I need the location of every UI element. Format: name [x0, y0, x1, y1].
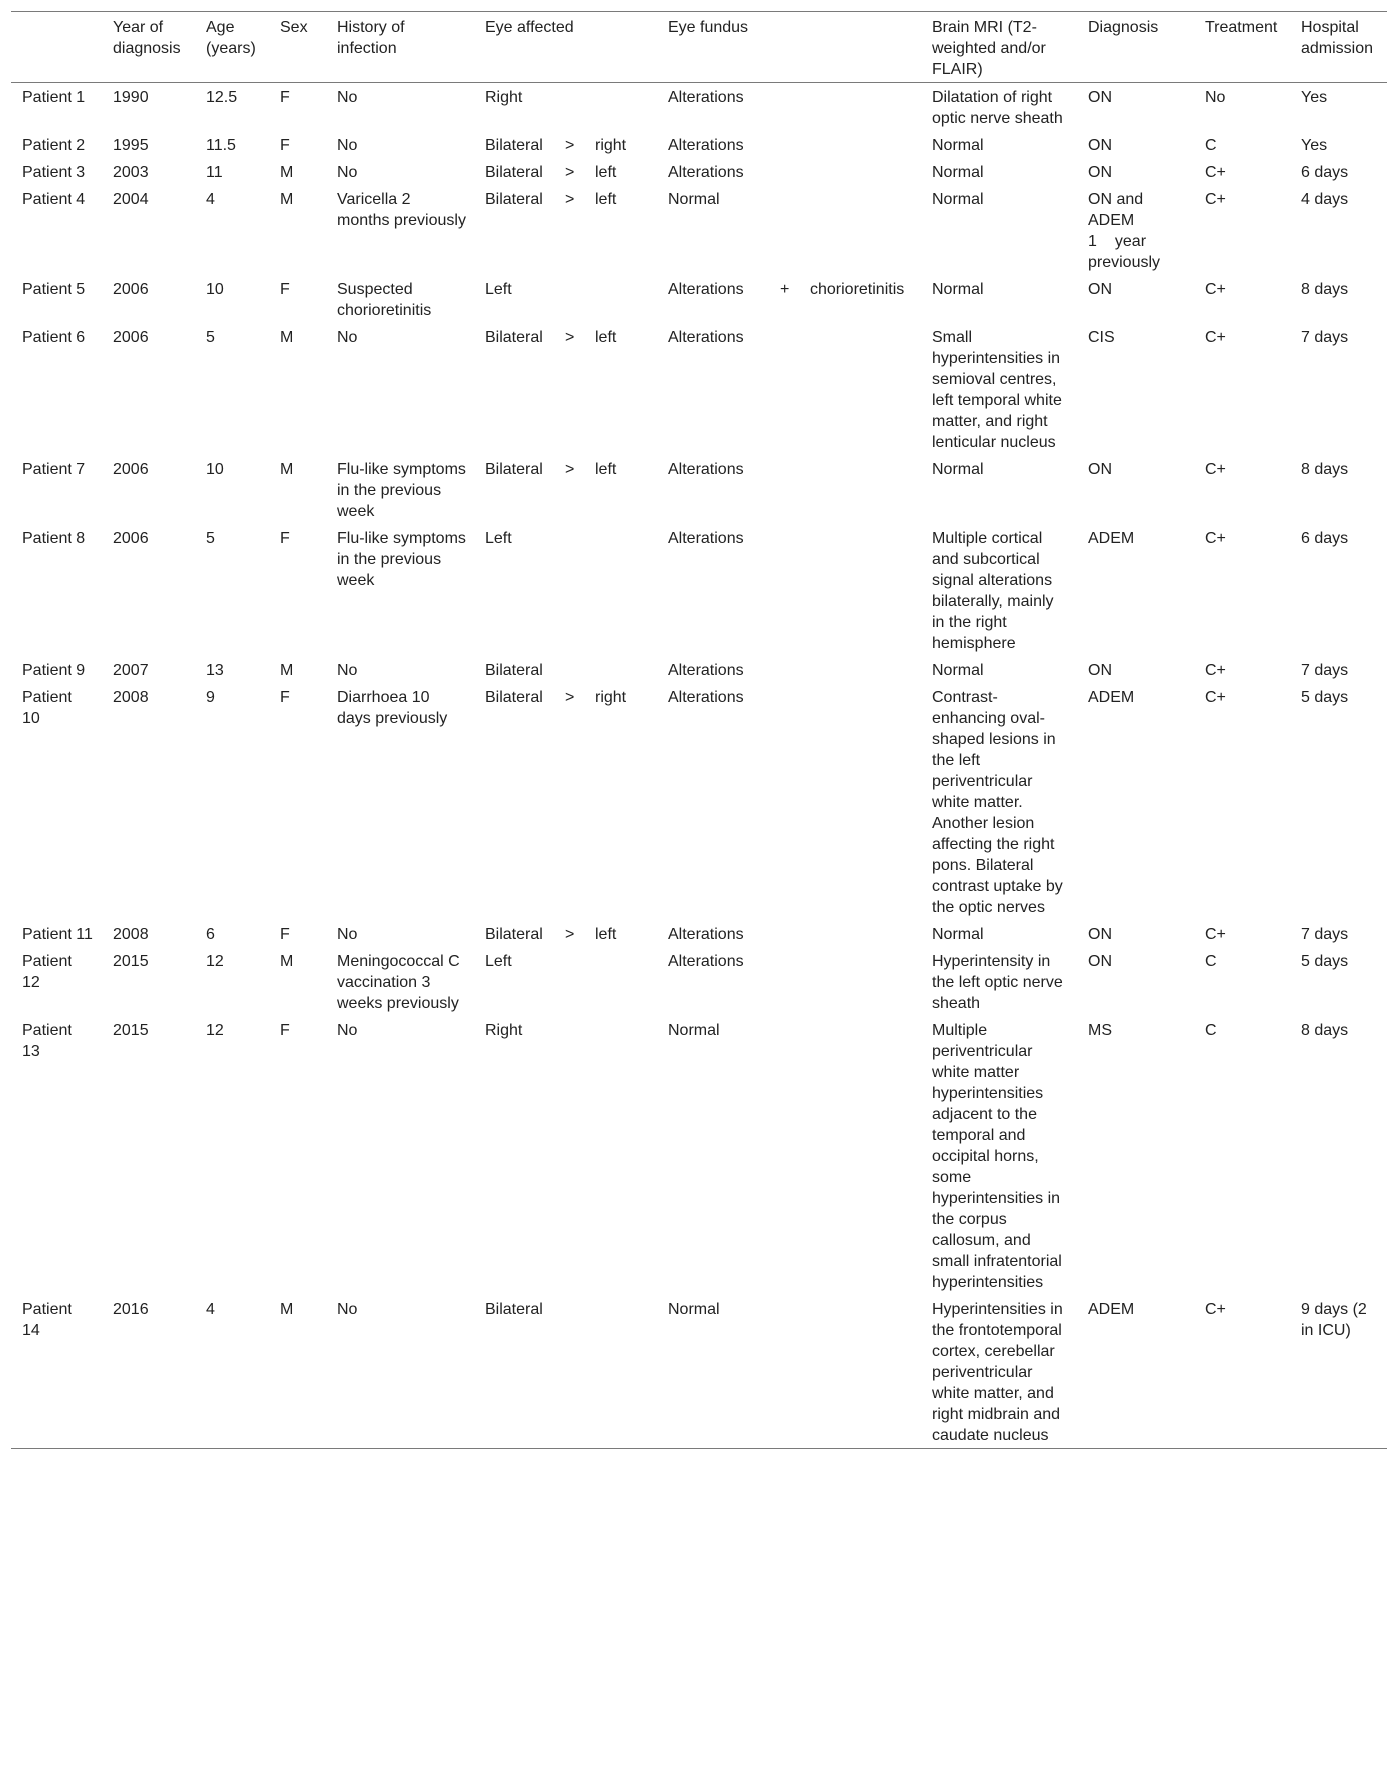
eye-fundus-cell — [657, 1016, 921, 1295]
sex-cell: F — [280, 89, 290, 106]
table-row — [11, 158, 1387, 185]
patient-cell: Patient 12 — [22, 953, 72, 991]
patient-table — [11, 11, 1387, 1449]
history-cell: No — [337, 329, 358, 346]
age-cell: 10 — [206, 281, 224, 298]
treatment-cell: C — [1205, 953, 1217, 970]
column-header: Sex — [280, 19, 308, 36]
patient-cell: Patient 14 — [22, 1301, 72, 1339]
eye-fundus-cell — [657, 524, 921, 656]
treatment-cell: C+ — [1205, 164, 1226, 181]
eye-affected-value: Bilateral — [485, 191, 543, 208]
eye-affected-cell — [474, 455, 657, 524]
year-cell: 1995 — [113, 137, 149, 154]
eye-affected-cell — [474, 1016, 657, 1295]
brain-mri-cell: Normal — [932, 164, 984, 181]
diagnosis-cell — [1077, 158, 1194, 185]
eye-fundus-value: Alterations — [668, 530, 744, 547]
history-cell: Flu-like symptoms in the previous week — [337, 530, 466, 589]
history-cell: Suspected chorioretinitis — [337, 281, 432, 319]
history-cell: No — [337, 1022, 358, 1039]
diagnosis-value: ON — [1088, 164, 1112, 181]
hospital-admission-cell: 8 days — [1301, 461, 1349, 478]
brain-mri-cell: Dilatation of right optic nerve sheath — [932, 89, 1063, 127]
treatment-cell: C+ — [1205, 461, 1226, 478]
table-row — [11, 1016, 1387, 1295]
age-cell: 4 — [206, 1301, 215, 1318]
treatment-cell: C+ — [1205, 689, 1226, 706]
column-header: Treatment — [1205, 19, 1278, 36]
eye-affected-value: Bilateral — [485, 662, 543, 679]
treatment-cell: C+ — [1205, 329, 1226, 346]
treatment-cell: C — [1205, 137, 1217, 154]
history-cell: No — [337, 89, 358, 106]
diagnosis-value: ADEM — [1088, 530, 1135, 547]
column-header: Eye affected — [485, 19, 574, 36]
sex-cell: F — [280, 689, 290, 706]
history-cell: No — [337, 662, 358, 679]
treatment-cell: C+ — [1205, 662, 1226, 679]
diagnosis-value: ADEM — [1088, 1301, 1135, 1318]
eye-affected-operator: > — [565, 689, 575, 706]
eye-affected-cell — [474, 158, 657, 185]
eye-affected-value: Right — [485, 1022, 523, 1039]
age-cell: 6 — [206, 926, 215, 943]
year-cell: 2003 — [113, 164, 149, 181]
eye-affected-value: Bilateral — [485, 137, 543, 154]
eye-affected-side: right — [595, 689, 627, 706]
eye-affected-side: right — [595, 137, 627, 154]
hospital-admission-cell: 7 days — [1301, 926, 1349, 943]
column-header — [11, 12, 102, 83]
patient-cell: Patient 2 — [22, 137, 86, 154]
diagnosis-cell — [1077, 83, 1194, 132]
diagnosis-value: MS — [1088, 1022, 1112, 1039]
hospital-admission-cell: 7 days — [1301, 662, 1349, 679]
hospital-admission-cell: 5 days — [1301, 953, 1349, 970]
eye-fundus-value: Normal — [668, 191, 720, 208]
column-header: Eye fundus — [668, 19, 749, 36]
history-cell: No — [337, 926, 358, 943]
eye-fundus-cell — [657, 947, 921, 1016]
eye-affected-value: Bilateral — [485, 461, 543, 478]
eye-affected-value: Bilateral — [485, 926, 543, 943]
history-cell: No — [337, 1301, 358, 1318]
year-cell: 2016 — [113, 1301, 149, 1318]
age-cell: 5 — [206, 329, 215, 346]
diagnosis-note: 1 year previously — [1088, 233, 1161, 271]
year-cell: 2006 — [113, 281, 149, 298]
year-cell: 2008 — [113, 689, 149, 706]
eye-affected-cell — [474, 83, 657, 132]
diagnosis-cell — [1077, 1016, 1194, 1295]
diagnosis-value: ON — [1088, 953, 1112, 970]
table-row — [11, 83, 1387, 132]
eye-fundus-value: Alterations — [668, 137, 744, 154]
diagnosis-cell — [1077, 1295, 1194, 1449]
diagnosis-value: ON and ADEM — [1088, 191, 1144, 229]
eye-fundus-cell — [657, 323, 921, 455]
eye-fundus-cell — [657, 683, 921, 920]
table-row — [11, 455, 1387, 524]
diagnosis-value: ADEM — [1088, 689, 1135, 706]
age-cell: 12 — [206, 1022, 224, 1039]
eye-affected-value: Bilateral — [485, 1301, 543, 1318]
age-cell: 11.5 — [206, 137, 236, 154]
table-body — [11, 83, 1387, 1449]
eye-affected-value: Left — [485, 530, 512, 547]
year-cell: 1990 — [113, 89, 149, 106]
patient-cell: Patient 1 — [22, 89, 86, 106]
eye-fundus-value: Alterations — [668, 953, 744, 970]
hospital-admission-cell: 7 days — [1301, 329, 1349, 346]
diagnosis-value: ON — [1088, 926, 1112, 943]
eye-affected-cell — [474, 323, 657, 455]
brain-mri-cell: Normal — [932, 926, 984, 943]
eye-affected-cell — [474, 185, 657, 275]
hospital-admission-cell: 4 days — [1301, 191, 1349, 208]
eye-affected-cell — [474, 683, 657, 920]
diagnosis-cell — [1077, 524, 1194, 656]
history-cell: Meningococcal C vaccination 3 weeks previously — [337, 953, 460, 1012]
table-row — [11, 323, 1387, 455]
eye-affected-value: Bilateral — [485, 164, 543, 181]
eye-fundus-value: Alterations — [668, 689, 744, 706]
eye-affected-value: Left — [485, 953, 512, 970]
age-cell: 5 — [206, 530, 215, 547]
history-cell: Diarrhoea 10 days previously — [337, 689, 448, 727]
column-header: History of infection — [337, 19, 405, 57]
sex-cell: M — [280, 164, 294, 181]
patient-cell: Patient 11 — [22, 926, 93, 943]
age-cell: 4 — [206, 191, 215, 208]
diagnosis-value: ON — [1088, 281, 1112, 298]
age-cell: 13 — [206, 662, 224, 679]
year-cell: 2007 — [113, 662, 149, 679]
eye-affected-side: left — [595, 164, 617, 181]
eye-fundus-cell — [657, 455, 921, 524]
diagnosis-cell — [1077, 683, 1194, 920]
eye-fundus-value: Alterations — [668, 461, 744, 478]
sex-cell: F — [280, 1022, 290, 1039]
eye-affected-side: left — [595, 191, 617, 208]
sex-cell: M — [280, 329, 294, 346]
diagnosis-cell — [1077, 656, 1194, 683]
brain-mri-cell: Normal — [932, 662, 984, 679]
eye-affected-side: left — [595, 926, 617, 943]
sex-cell: F — [280, 281, 290, 298]
table-row — [11, 524, 1387, 656]
patient-cell: Patient 8 — [22, 530, 86, 547]
eye-fundus-cell — [657, 158, 921, 185]
diagnosis-cell — [1077, 920, 1194, 947]
eye-affected-value: Left — [485, 281, 512, 298]
hospital-admission-cell: 8 days — [1301, 1022, 1349, 1039]
patient-cell: Patient 3 — [22, 164, 86, 181]
patient-cell: Patient 5 — [22, 281, 86, 298]
diagnosis-cell — [1077, 455, 1194, 524]
diagnosis-cell — [1077, 323, 1194, 455]
eye-fundus-cell — [657, 920, 921, 947]
eye-fundus-cell — [657, 656, 921, 683]
eye-affected-operator: > — [565, 137, 575, 154]
age-cell: 9 — [206, 689, 215, 706]
column-header: Age (years) — [206, 19, 256, 57]
eye-fundus-value: Alterations — [668, 281, 744, 298]
brain-mri-cell: Normal — [932, 281, 984, 298]
eye-fundus-value: Normal — [668, 1301, 720, 1318]
eye-affected-cell — [474, 1295, 657, 1449]
header-row — [11, 12, 1387, 83]
table-row — [11, 131, 1387, 158]
eye-fundus-value: Alterations — [668, 926, 744, 943]
year-cell: 2015 — [113, 1022, 149, 1039]
brain-mri-cell: Normal — [932, 191, 984, 208]
eye-fundus-value: Alterations — [668, 164, 744, 181]
age-cell: 10 — [206, 461, 224, 478]
treatment-cell: C+ — [1205, 281, 1226, 298]
sex-cell: M — [280, 1301, 294, 1318]
diagnosis-cell — [1077, 185, 1194, 275]
year-cell: 2006 — [113, 461, 149, 478]
eye-affected-operator: > — [565, 191, 575, 208]
table-row — [11, 185, 1387, 275]
history-cell: No — [337, 164, 358, 181]
table-row — [11, 1295, 1387, 1449]
hospital-admission-cell: 9 days (2 in ICU) — [1301, 1301, 1367, 1339]
eye-fundus-value: Alterations — [668, 89, 744, 106]
sex-cell: F — [280, 926, 290, 943]
eye-fundus-cell — [657, 185, 921, 275]
patient-cell: Patient 7 — [22, 461, 86, 478]
sex-cell: M — [280, 461, 294, 478]
age-cell: 12.5 — [206, 89, 238, 106]
diagnosis-cell — [1077, 131, 1194, 158]
year-cell: 2015 — [113, 953, 149, 970]
eye-affected-side: left — [595, 461, 617, 478]
hospital-admission-cell: 6 days — [1301, 164, 1349, 181]
brain-mri-cell: Multiple periventricular white matter hyperintensities adjacent to the temporal and occipital horns, some hyperintensities in the corpus callosum, and small infratentorial hyperintensities — [932, 1022, 1062, 1291]
column-header: Year of diagnosis — [113, 19, 181, 57]
age-cell: 11 — [206, 164, 223, 181]
eye-affected-cell — [474, 656, 657, 683]
diagnosis-value: ON — [1088, 461, 1112, 478]
table-row — [11, 947, 1387, 1016]
eye-affected-operator: > — [565, 164, 575, 181]
table-row — [11, 920, 1387, 947]
eye-fundus-extra: chorioretinitis — [810, 281, 905, 298]
column-header: Hospital admission — [1301, 19, 1374, 57]
treatment-cell: C+ — [1205, 926, 1226, 943]
sex-cell: F — [280, 530, 290, 547]
eye-affected-cell — [474, 131, 657, 158]
eye-fundus-cell — [657, 131, 921, 158]
eye-fundus-cell — [657, 275, 921, 323]
eye-fundus-value: Normal — [668, 1022, 720, 1039]
history-cell: Flu-like symptoms in the previous week — [337, 461, 466, 520]
eye-affected-operator: > — [565, 926, 575, 943]
sex-cell: M — [280, 662, 294, 679]
eye-affected-value: Bilateral — [485, 689, 543, 706]
year-cell: 2006 — [113, 530, 149, 547]
age-cell: 12 — [206, 953, 224, 970]
hospital-admission-cell: Yes — [1301, 137, 1328, 154]
eye-fundus-cell — [657, 83, 921, 132]
table-row — [11, 683, 1387, 920]
patient-cell: Patient 4 — [22, 191, 86, 208]
diagnosis-value: ON — [1088, 662, 1112, 679]
hospital-admission-cell: 5 days — [1301, 689, 1349, 706]
eye-affected-cell — [474, 920, 657, 947]
sex-cell: M — [280, 953, 294, 970]
brain-mri-cell: Normal — [932, 137, 984, 154]
diagnosis-cell — [1077, 947, 1194, 1016]
sex-cell: M — [280, 191, 294, 208]
patient-cell: Patient 6 — [22, 329, 86, 346]
eye-affected-operator: > — [565, 461, 575, 478]
eye-affected-cell — [474, 524, 657, 656]
eye-affected-cell — [474, 947, 657, 1016]
year-cell: 2006 — [113, 329, 149, 346]
treatment-cell: C — [1205, 1022, 1217, 1039]
brain-mri-cell: Normal — [932, 461, 984, 478]
hospital-admission-cell: 6 days — [1301, 530, 1349, 547]
eye-fundus-value: Alterations — [668, 329, 744, 346]
table-container — [11, 11, 1387, 1449]
table-row — [11, 275, 1387, 323]
diagnosis-value: ON — [1088, 89, 1112, 106]
eye-fundus-operator: + — [780, 281, 790, 298]
brain-mri-cell: Contrast-enhancing oval-shaped lesions in the left periventricular white matter. Another lesion affecting the right pons. Bilateral contrast uptake by the optic nerves — [932, 689, 1063, 916]
table-row — [11, 656, 1387, 683]
brain-mri-cell: Hyperintensities in the frontotemporal cortex, cerebellar periventricular white matter, and right midbrain and caudate nucleus — [932, 1301, 1063, 1444]
treatment-cell: C+ — [1205, 191, 1226, 208]
eye-affected-value: Right — [485, 89, 523, 106]
column-header: Brain MRI (T2-weighted and/or FLAIR) — [932, 19, 1046, 78]
patient-cell: Patient 13 — [22, 1022, 72, 1060]
sex-cell: F — [280, 137, 290, 154]
year-cell: 2004 — [113, 191, 149, 208]
year-cell: 2008 — [113, 926, 149, 943]
column-header: Diagnosis — [1088, 19, 1159, 36]
diagnosis-value: ON — [1088, 137, 1112, 154]
eye-affected-side: left — [595, 329, 617, 346]
diagnosis-cell — [1077, 275, 1194, 323]
eye-affected-cell — [474, 275, 657, 323]
history-cell: No — [337, 137, 358, 154]
hospital-admission-cell: 8 days — [1301, 281, 1349, 298]
brain-mri-cell: Hyperintensity in the left optic nerve sheath — [932, 953, 1063, 1012]
patient-cell: Patient 10 — [22, 689, 72, 727]
eye-affected-value: Bilateral — [485, 329, 543, 346]
patient-cell: Patient 9 — [22, 662, 86, 679]
eye-fundus-value: Alterations — [668, 662, 744, 679]
diagnosis-value: CIS — [1088, 329, 1115, 346]
eye-affected-operator: > — [565, 329, 575, 346]
treatment-cell: C+ — [1205, 530, 1226, 547]
brain-mri-cell: Multiple cortical and subcortical signal alterations bilaterally, mainly in the right hemisphere — [932, 530, 1054, 652]
eye-fundus-cell — [657, 1295, 921, 1449]
hospital-admission-cell: Yes — [1301, 89, 1328, 106]
treatment-cell: No — [1205, 89, 1226, 106]
brain-mri-cell: Small hyperintensities in semioval centres, left temporal white matter, and right lenticular nucleus — [932, 329, 1062, 451]
history-cell: Varicella 2 months previously — [337, 191, 466, 229]
treatment-cell: C+ — [1205, 1301, 1226, 1318]
